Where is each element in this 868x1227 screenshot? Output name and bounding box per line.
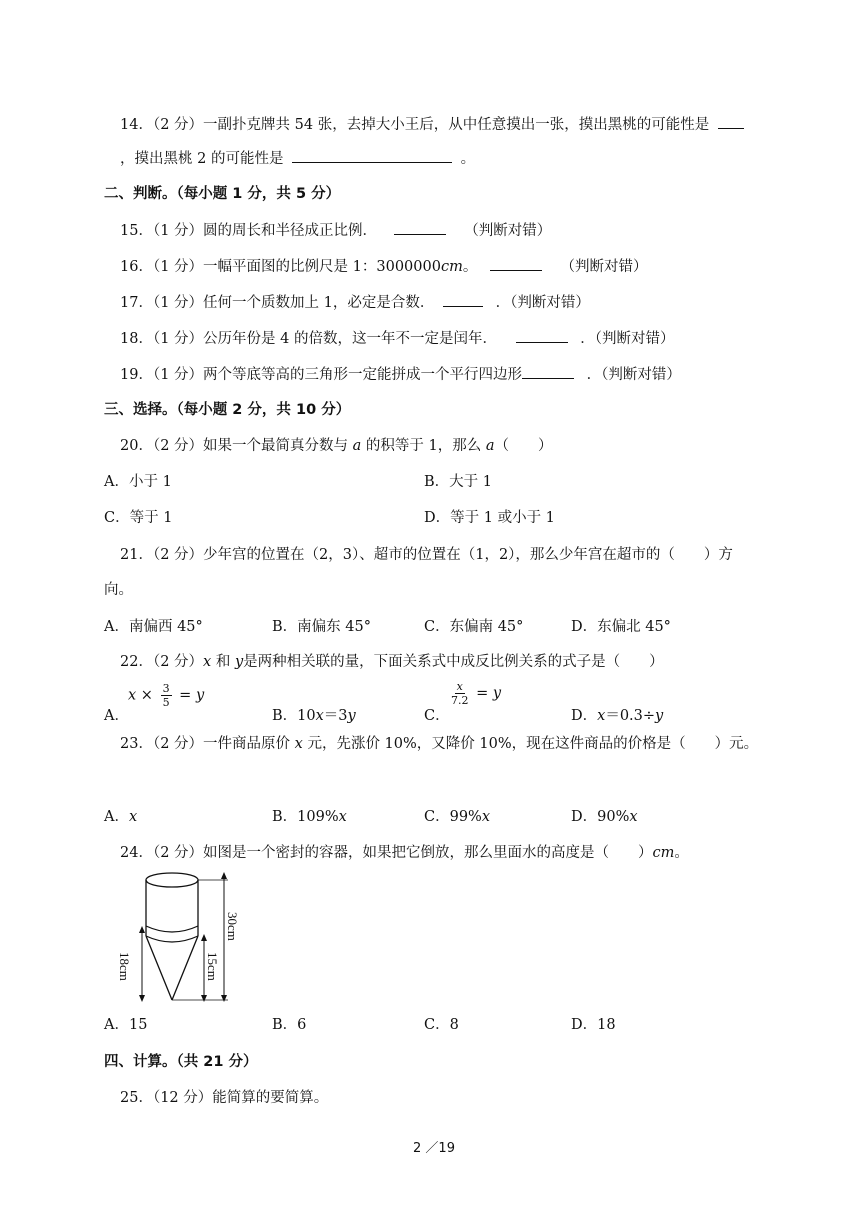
q22-c-denominator: 7.2 bbox=[451, 694, 469, 707]
q20-option-a[interactable]: A．小于 1 bbox=[104, 474, 172, 490]
question-21: 21．（2 分）少年宫的位置在（2，3）、超市的位置在（1，2），那么少年宫在超市的（ ）方 bbox=[120, 547, 733, 563]
q22-d-y: y bbox=[655, 708, 664, 724]
q23-a-label: A． bbox=[104, 809, 129, 825]
q22-option-d[interactable] bbox=[571, 706, 663, 726]
q20-option-c[interactable]: C．等于 1 bbox=[104, 510, 173, 526]
q16-after-unit: 。 bbox=[462, 259, 478, 275]
q22-d-x: x bbox=[597, 708, 606, 724]
q22-b-y: y bbox=[347, 708, 356, 724]
q20-var-a: a bbox=[352, 438, 362, 454]
dim-18-arrow-bottom bbox=[139, 995, 145, 1002]
q14-blank-2[interactable] bbox=[292, 148, 452, 163]
q22-stem-b: 和 bbox=[215, 654, 231, 670]
q20-option-b[interactable]: B．大于 1 bbox=[424, 474, 492, 490]
q23-stem-a: 23．（2 分）一件商品原价 bbox=[120, 736, 291, 752]
q18-tail: ．（判断对错） bbox=[580, 331, 675, 347]
dim-30-arrow-bottom bbox=[221, 995, 227, 1002]
q22-c-y: y bbox=[492, 685, 502, 702]
q22-a-fraction bbox=[161, 682, 172, 709]
dim-15-arrow-top bbox=[201, 934, 207, 941]
q23-d-label: D．90% bbox=[571, 809, 630, 825]
q20-option-d[interactable]: D．等于 1 或小于 1 bbox=[424, 510, 555, 526]
q23-c-label: C．99% bbox=[424, 809, 482, 825]
q23-d-x: x bbox=[629, 809, 638, 825]
water-line bbox=[146, 926, 198, 932]
q22-option-a-expr[interactable]: x × $\frac{3}{5}$ = y bbox=[128, 682, 205, 709]
q22-d-text: D． bbox=[571, 708, 598, 724]
page-number: 2 ／19 bbox=[413, 1141, 455, 1156]
section-4-title: 四、计算。（共 21 分） bbox=[104, 1054, 258, 1070]
q22-a-denominator: 5 bbox=[162, 696, 170, 709]
q20-stem-c: （ ） bbox=[494, 438, 553, 454]
q24-option-b[interactable]: B．6 bbox=[272, 1017, 307, 1033]
q23-b-label: B．109% bbox=[272, 809, 339, 825]
q22-d-eq: ＝0.3÷ bbox=[605, 708, 656, 724]
q19-text: 19．（1 分）两个等底等高的三角形一定能拼成一个平行四边形 bbox=[120, 367, 523, 383]
q22-stem-a: 22．（2 分） bbox=[120, 654, 204, 670]
q23-option-a[interactable] bbox=[104, 807, 137, 827]
q22-option-b[interactable] bbox=[272, 706, 356, 726]
q22-b-x: x bbox=[315, 708, 324, 724]
q23-c-x: x bbox=[481, 809, 491, 825]
q23-var-x: x bbox=[294, 736, 303, 752]
dim-15-arrow-bottom bbox=[201, 995, 207, 1002]
question-19 bbox=[120, 364, 681, 385]
question-22 bbox=[120, 652, 664, 672]
q18-text: 18．（1 分）公历年份是 4 的倍数，这一年不一定是闰年． bbox=[120, 331, 497, 347]
q16-unit: cm bbox=[440, 259, 463, 275]
q24-end: 。 bbox=[674, 845, 689, 861]
section-2-title: 二、判断。（每小题 1 分，共 5 分） bbox=[104, 186, 341, 202]
q21-option-b[interactable]: B．南偏东 45° bbox=[272, 619, 371, 635]
q17-blank[interactable] bbox=[443, 292, 483, 307]
q15-tail: （判断对错） bbox=[464, 223, 552, 239]
q22-b-eq: ＝3 bbox=[323, 708, 348, 724]
q22-b-text: B．10 bbox=[272, 708, 316, 724]
q15-text: 15．（1 分）圆的周长和半径成正比例． bbox=[120, 223, 378, 239]
q21-option-a[interactable]: A．南偏西 45° bbox=[104, 619, 203, 635]
q22-a-x: x bbox=[128, 687, 137, 704]
q19-blank[interactable] bbox=[522, 364, 574, 379]
question-14-line2 bbox=[120, 148, 475, 169]
q20-stem-a: 20．（2 分）如果一个最简真分数与 bbox=[120, 438, 349, 454]
q22-c-fraction bbox=[451, 680, 469, 707]
question-17 bbox=[120, 292, 590, 313]
cone-right-side bbox=[172, 936, 198, 1000]
q21-option-d[interactable]: D．东偏北 45° bbox=[571, 619, 671, 635]
q17-tail: ．（判断对错） bbox=[495, 295, 590, 311]
q16-blank[interactable] bbox=[490, 256, 542, 271]
q23-a-x: x bbox=[128, 809, 138, 825]
section-3-title: 三、选择。（每小题 2 分，共 10 分） bbox=[104, 402, 351, 418]
q22-a-numerator: 3 bbox=[162, 682, 170, 695]
cone-left-side bbox=[146, 936, 172, 1000]
q16-tail: （判断对错） bbox=[560, 259, 648, 275]
q22-var-y: y bbox=[234, 654, 244, 670]
q23-option-b[interactable] bbox=[272, 807, 347, 827]
dim-30-arrow-top bbox=[221, 872, 227, 879]
label-15cm: 15cm bbox=[205, 952, 220, 981]
question-20 bbox=[120, 436, 553, 456]
q22-stem-c: 是两种相关联的量，下面关系式中成反比例关系的式子是（ ） bbox=[243, 654, 664, 670]
q22-option-c-label[interactable]: C． bbox=[424, 708, 450, 724]
q24-unit: cm bbox=[652, 845, 675, 861]
cylinder-bottom bbox=[146, 936, 198, 942]
q24-option-c[interactable]: C．8 bbox=[424, 1017, 459, 1033]
dim-18-arrow-top bbox=[139, 926, 145, 933]
q14-line2-text: ，摸出黑桃 2 的可能性是 bbox=[120, 151, 284, 167]
question-25: 25．（12 分）能简算的要简算。 bbox=[120, 1090, 329, 1106]
q22-a-y: y bbox=[195, 687, 205, 704]
q24-stem: 24．（2 分）如图是一个密封的容器，如果把它倒放，那么里面水的高度是（ ） bbox=[120, 845, 653, 861]
q23-option-c[interactable] bbox=[424, 807, 490, 827]
q24-option-d[interactable]: D．18 bbox=[571, 1017, 616, 1033]
q24-option-a[interactable]: A．15 bbox=[104, 1017, 148, 1033]
question-15 bbox=[120, 220, 551, 241]
q14-blank-1[interactable] bbox=[718, 114, 744, 129]
question-23 bbox=[120, 734, 758, 754]
q22-option-c-expr[interactable]: $\frac{x}{7.2}$ = y bbox=[451, 680, 502, 707]
q20-var-a-2: a bbox=[485, 438, 495, 454]
label-18cm: 18cm bbox=[117, 952, 132, 981]
label-30cm: 30cm bbox=[225, 912, 240, 941]
q23-option-d[interactable] bbox=[571, 807, 638, 827]
question-18 bbox=[120, 328, 674, 349]
question-24 bbox=[120, 843, 689, 863]
question-21-line2: 向。 bbox=[104, 582, 133, 598]
q16-text: 16．（1 分）一幅平面图的比例尺是 1：3000000 bbox=[120, 259, 441, 275]
q23-b-x: x bbox=[338, 809, 347, 825]
q22-c-numerator: x bbox=[456, 680, 463, 693]
q19-tail: ．（判断对错） bbox=[586, 367, 681, 383]
q20-stem-b: 的积等于 1，那么 bbox=[365, 438, 482, 454]
q17-text: 17．（1 分）任何一个质数加上 1，必定是合数． bbox=[120, 295, 435, 311]
cylinder-top-ellipse bbox=[146, 873, 198, 887]
question-16 bbox=[120, 256, 648, 277]
container-figure bbox=[108, 868, 268, 1008]
q18-blank[interactable] bbox=[516, 328, 568, 343]
q22-var-x: x bbox=[203, 654, 212, 670]
q14-end: 。 bbox=[460, 151, 476, 167]
q21-option-c[interactable]: C．东偏南 45° bbox=[424, 619, 524, 635]
q22-option-a-label[interactable]: A． bbox=[104, 708, 129, 724]
q14-text: 14．（2 分）一副扑克牌共 54 张，去掉大小王后，从中任意摸出一张，摸出黑桃的可能性是 bbox=[120, 117, 710, 133]
q23-stem-b: 元，先涨价 10%，又降价 10%，现在这件商品的价格是（ ）元。 bbox=[307, 736, 759, 752]
question-14 bbox=[120, 114, 748, 135]
q15-blank[interactable] bbox=[394, 220, 446, 235]
